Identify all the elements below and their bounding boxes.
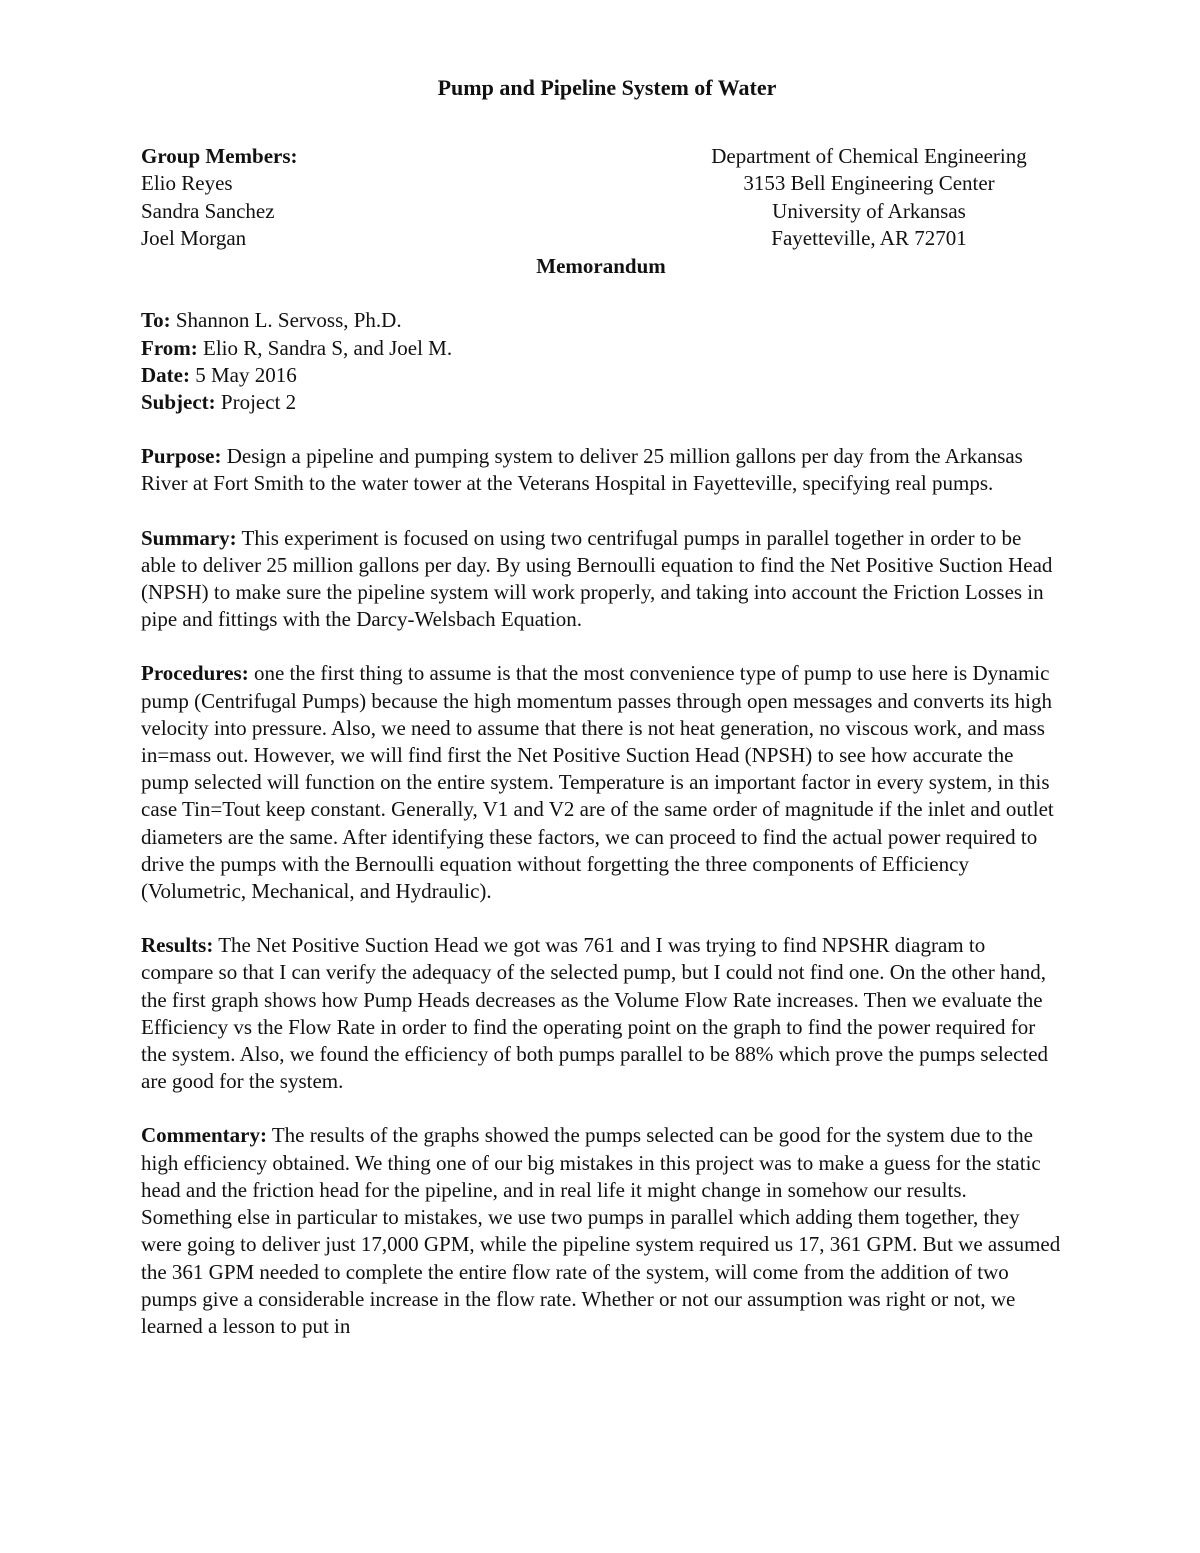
procedures-text: one the first thing to assume is that the most convenience type of pump to use here is Dynamic pump (Centrifugal Pumps) because the high momentum passes through open messages and converts its high velocity into pressure. Also, we need to assume that there is not heat generation, no viscous work, and mass in=mass out. However, we will find first the Net Positive Suction Head (NPSH) to see how accurate the pump selected will function on the entire system. Temperature is an important factor in every system, in this case Tin=Tout keep constant. Generally, V1 and V2 are of the same order of magnitude if the inlet and outlet diameters are the same. After identifying these factors, we can proceed to find the actual power required to drive the pumps with the Bernoulli equation without forgetting the three components of Efficiency (Volumetric, Mechanical, and Hydraulic).	[141, 661, 1054, 904]
document-title: Pump and Pipeline System of Water	[437, 75, 777, 100]
commentary-label: Commentary:	[141, 1123, 267, 1148]
memo-from	[141, 335, 1061, 362]
summary-text: This experiment is focused on using two centrifugal pumps in parallel together in order to be able to deliver 25 million gallons per day. By using Bernoulli equation to find the Net Positive Suction Head (NPSH) to make sure the pipeline system will work properly, and taking into account the Friction Losses in pipe and fittings with the Darcy-Welsbach Equation.	[141, 525, 1053, 632]
memo-subject	[141, 389, 1061, 416]
date-value: 5 May 2016	[189, 362, 297, 387]
memo-to	[141, 307, 1061, 334]
address-line: 3153 Bell Engineering Center	[743, 171, 995, 196]
department-address	[693, 143, 1045, 252]
date-label: Date:	[141, 362, 190, 387]
address-line: Fayetteville, AR 72701	[771, 225, 967, 250]
member-name: Sandra Sanchez	[141, 198, 275, 223]
to-label: To:	[141, 308, 171, 333]
member-name: Elio Reyes	[141, 171, 233, 196]
from-value: Elio R, Sandra S, and Joel M.	[197, 335, 453, 360]
group-members	[141, 143, 298, 252]
purpose-text: Design a pipeline and pumping system to deliver 25 million gallons per day from the Arkansas River at Fort Smith to the water tower at the Veterans Hospital in Fayetteville, specifying real pumps.	[141, 444, 1023, 496]
header-block	[141, 143, 1061, 253]
procedures-label: Procedures:	[141, 661, 249, 686]
subject-label: Subject:	[141, 390, 216, 415]
to-value: Shannon L. Servoss, Ph.D.	[170, 308, 402, 333]
document-page	[141, 70, 1061, 1340]
memo-meta	[141, 307, 1061, 416]
member-name: Joel Morgan	[141, 225, 247, 250]
results-paragraph	[141, 932, 1061, 1095]
results-label: Results:	[141, 933, 214, 958]
memo-date	[141, 362, 1061, 389]
commentary-text: The results of the graphs showed the pumps selected can be good for the system due to the high efficiency obtained. We thing one of our big mistakes in this project was to make a guess for the static head and the friction head for the pipeline, and in real life it might change in somehow our results. Something else in particular to mistakes, we use two pumps in parallel which adding them together, they were going to deliver just 17,000 GPM, while the pipeline system required us 17, 361 GPM. But we assumed the 361 GPM needed to complete the entire flow rate of the system, will come from the addition of two pumps give a considerable increase in the flow rate. Whether or not our assumption was right or not, we learned a lesson to put in	[141, 1123, 1061, 1338]
address-line: University of Arkansas	[772, 198, 966, 223]
summary-paragraph	[141, 525, 1061, 634]
purpose-label: Purpose:	[141, 444, 222, 469]
subject-value: Project 2	[215, 390, 297, 415]
commentary-paragraph	[141, 1122, 1061, 1340]
procedures-paragraph	[141, 660, 1061, 905]
results-text: The Net Positive Suction Head we got was 761 and I was trying to find NPSHR diagram to compare so that I can verify the adequacy of the selected pump, but I could not find one. On the other hand, the first graph shows how Pump Heads decreases as the Volume Flow Rate increases. Then we evaluate the Efficiency vs the Flow Rate in order to find the operating point on the graph to find the power required for the system. Also, we found the efficiency of both pumps parallel to be 88% which prove the pumps selected are good for the system.	[141, 933, 1049, 1094]
memo-title: Memorandum	[536, 254, 666, 279]
group-members-heading: Group Members:	[141, 144, 298, 169]
from-label: From:	[141, 335, 198, 360]
address-line: Department of Chemical Engineering	[711, 144, 1027, 169]
summary-label: Summary:	[141, 525, 237, 550]
purpose-paragraph	[141, 443, 1061, 497]
